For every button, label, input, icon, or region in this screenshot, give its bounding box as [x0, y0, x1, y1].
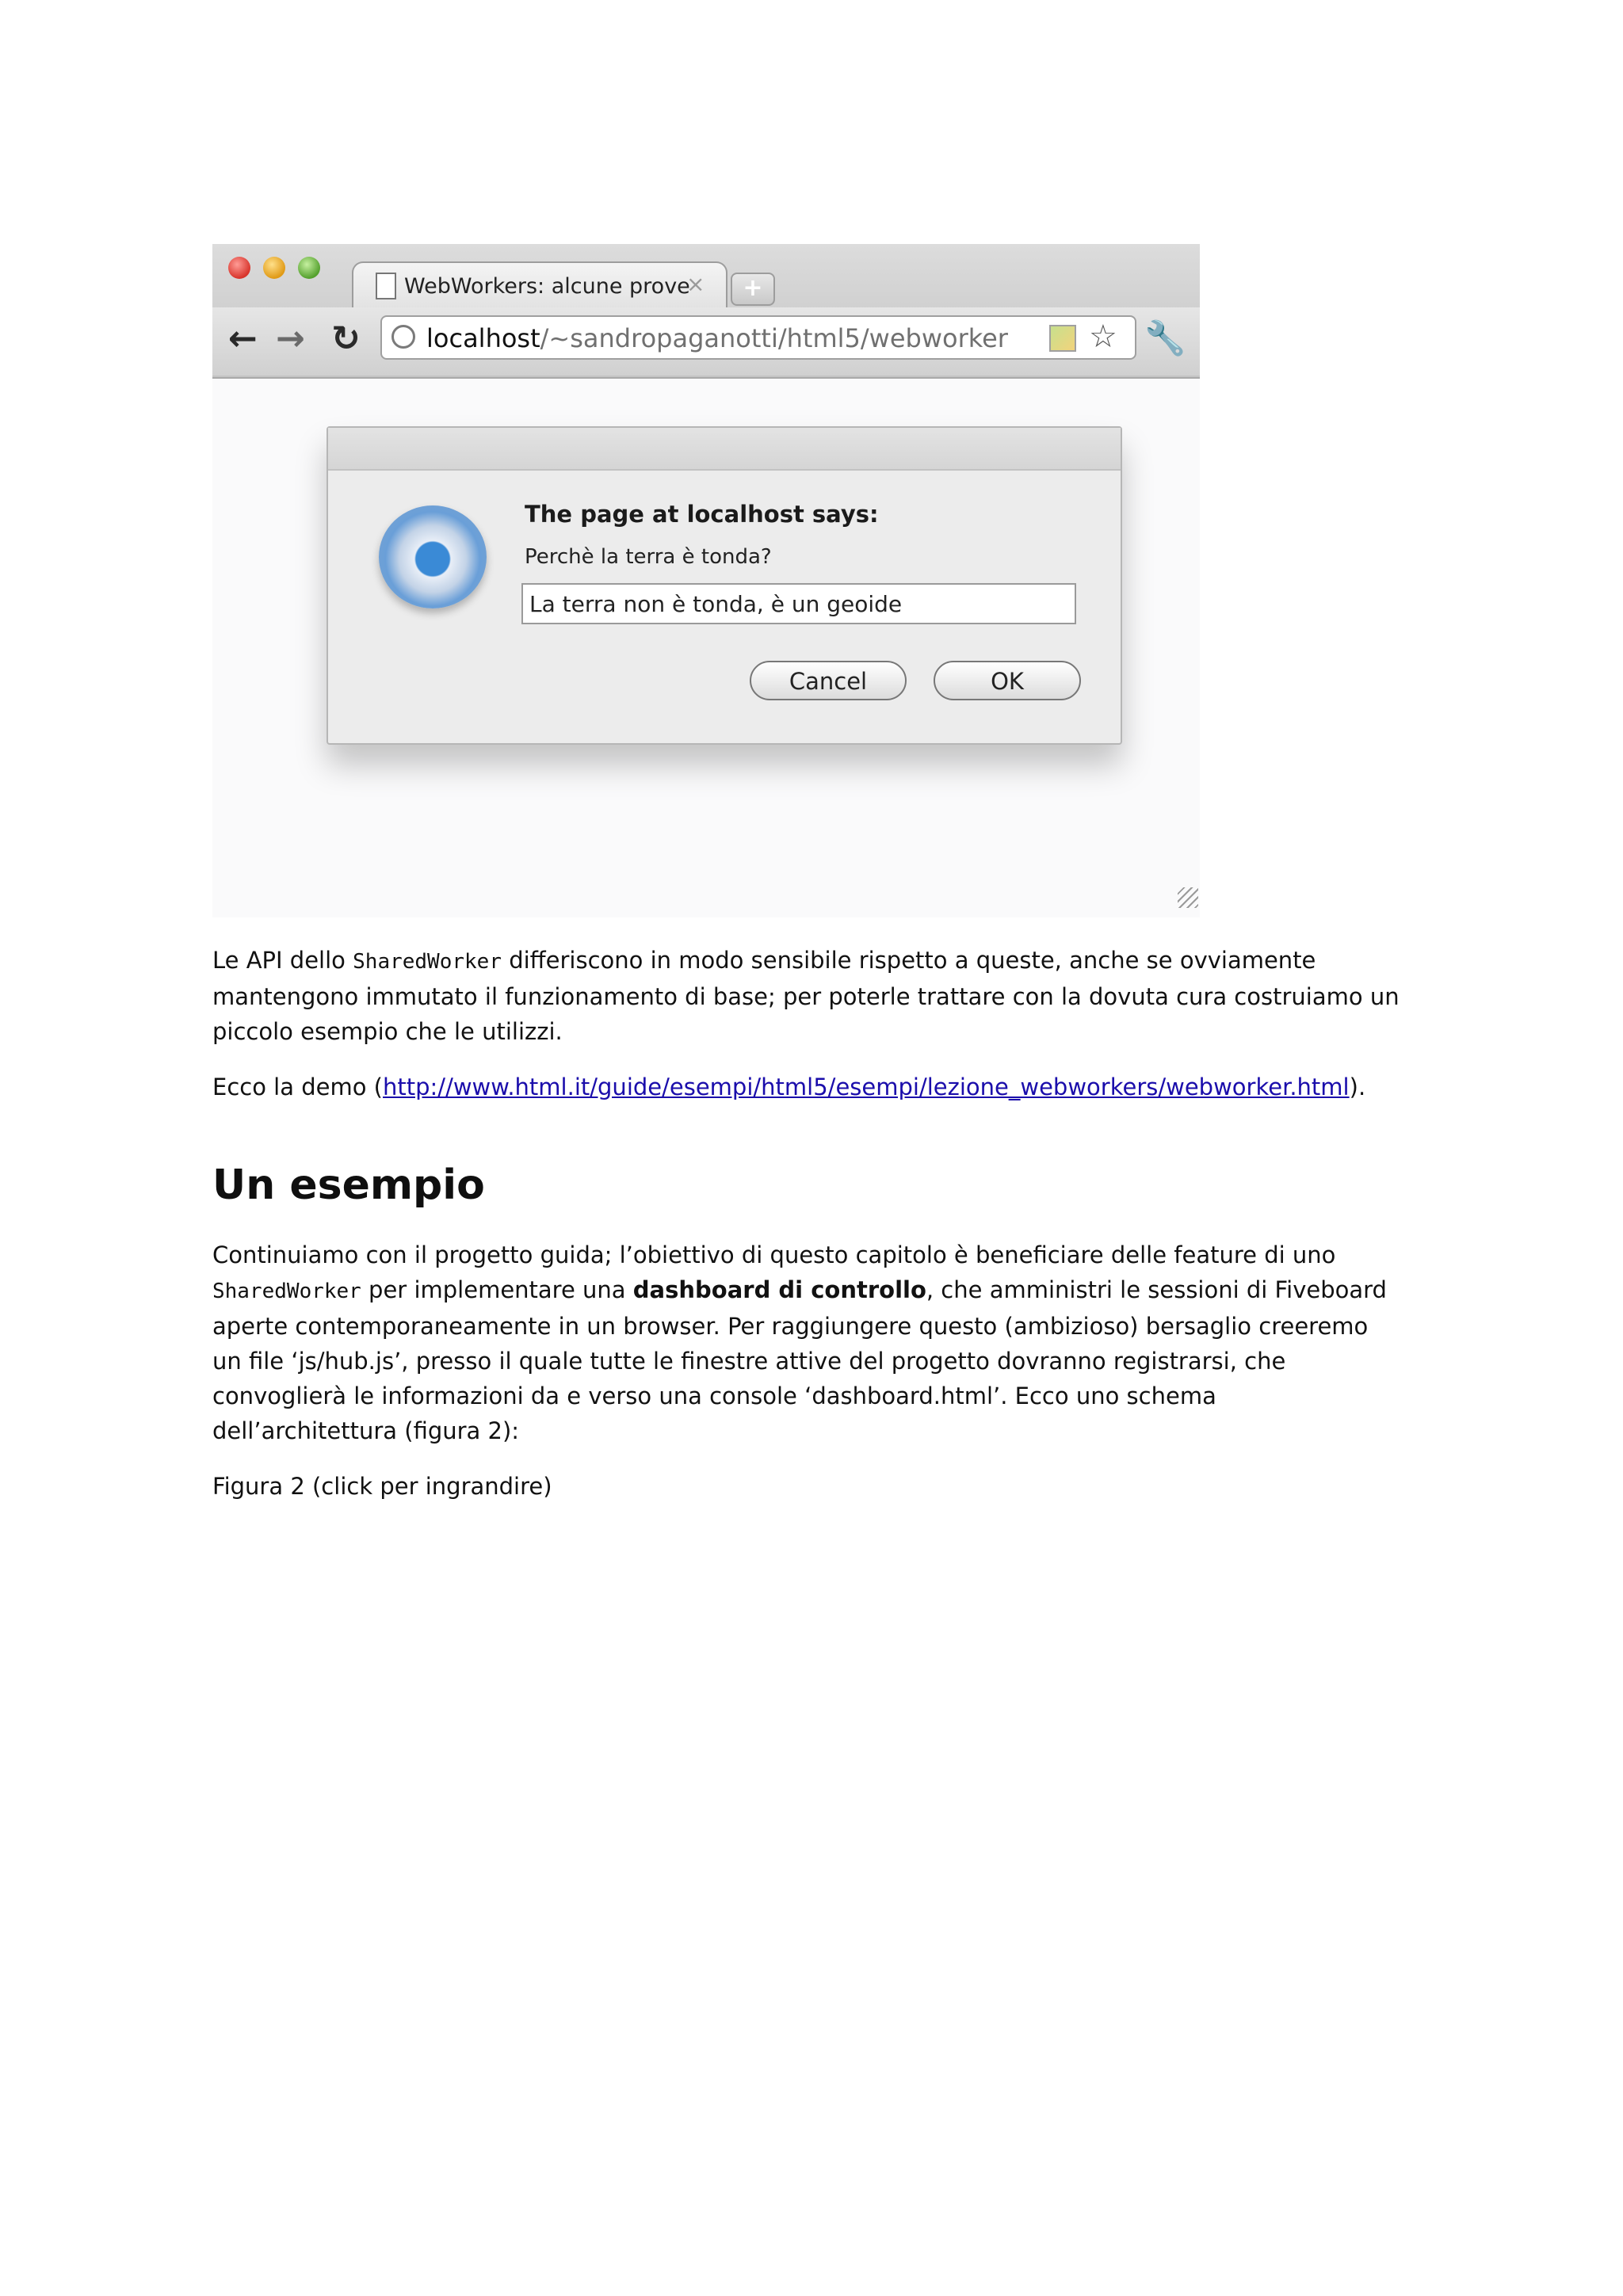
- paragraph-shared-worker-api: Le API dello SharedWorker differiscono in modo sensibile rispetto a queste, anche se ovviamente mantengono immutato il funzionamento di base; per poterle trattare con la dovuta cura costruiamo un piccolo esempio che le utilizzi.: [212, 947, 1400, 1045]
- rss-icon[interactable]: [1049, 325, 1076, 352]
- tab-close-icon[interactable]: ×: [686, 271, 705, 297]
- browser-chrome: [212, 244, 1200, 379]
- figure-caption: Figura 2 (click per ingrandire): [212, 1473, 552, 1500]
- dialog-message: Perchè la terra è tonda?: [525, 545, 772, 569]
- chrome-logo-icon: [379, 505, 487, 608]
- address-bar[interactable]: [380, 315, 1136, 360]
- browser-tab[interactable]: [352, 261, 727, 309]
- star-icon[interactable]: ☆: [1089, 318, 1117, 355]
- new-tab-button[interactable]: +: [731, 273, 775, 306]
- reload-icon[interactable]: ↻: [331, 318, 361, 359]
- window-maximize-button[interactable]: [298, 257, 320, 279]
- url-text: localhost/~sandropaganotti/html5/webworker: [426, 323, 1008, 353]
- paragraph-demo-link: Ecco la demo (http://www.html.it/guide/esempi/html5/esempi/lezione_webworkers/webworker.html).: [212, 1074, 1366, 1100]
- window-close-button[interactable]: [228, 257, 250, 279]
- bold-text: dashboard di controllo: [632, 1276, 926, 1303]
- browser-toolbar: [212, 307, 1200, 376]
- dialog-titlebar: [328, 428, 1121, 471]
- tab-title: WebWorkers: alcune prove: [404, 274, 690, 299]
- page-icon: [376, 273, 396, 299]
- inline-code: SharedWorker: [212, 1280, 361, 1303]
- window-minimize-button[interactable]: [263, 257, 285, 279]
- inline-code: SharedWorker: [353, 950, 502, 974]
- cancel-button[interactable]: Cancel: [750, 661, 907, 700]
- prompt-dialog: [327, 426, 1122, 745]
- globe-icon: [391, 325, 415, 349]
- wrench-icon[interactable]: 🔧: [1144, 318, 1186, 357]
- paragraph-example-description: Continuiamo con il progetto guida; l’obiettivo di questo capitolo è beneficiare delle feature di uno SharedWorker per implementare una dashboard di controllo, che amministri le sessioni di Fiveboard aperte contemporaneamente in un browser. Per raggiungere questo (ambizioso) bersaglio creeremo un file ‘js/hub.js’, presso il quale tutte le finestre attive del progetto dovranno registrarsi, che convoglierà le informazioni da e verso una console ‘dashboard.html’. Ecco uno schema dell’architettura (figura 2):: [212, 1241, 1387, 1444]
- browser-screenshot-figure: [212, 244, 1200, 917]
- section-heading: Un esempio: [212, 1161, 485, 1209]
- ok-button[interactable]: OK: [934, 661, 1081, 700]
- back-icon[interactable]: ←: [228, 318, 258, 359]
- forward-icon[interactable]: →: [276, 318, 305, 359]
- dialog-text-input[interactable]: [521, 583, 1076, 624]
- dialog-heading: The page at localhost says:: [525, 501, 879, 528]
- resize-grip-icon[interactable]: [1178, 887, 1198, 908]
- demo-link[interactable]: http://www.html.it/guide/esempi/html5/esempi/lezione_webworkers/webworker.html: [383, 1074, 1350, 1100]
